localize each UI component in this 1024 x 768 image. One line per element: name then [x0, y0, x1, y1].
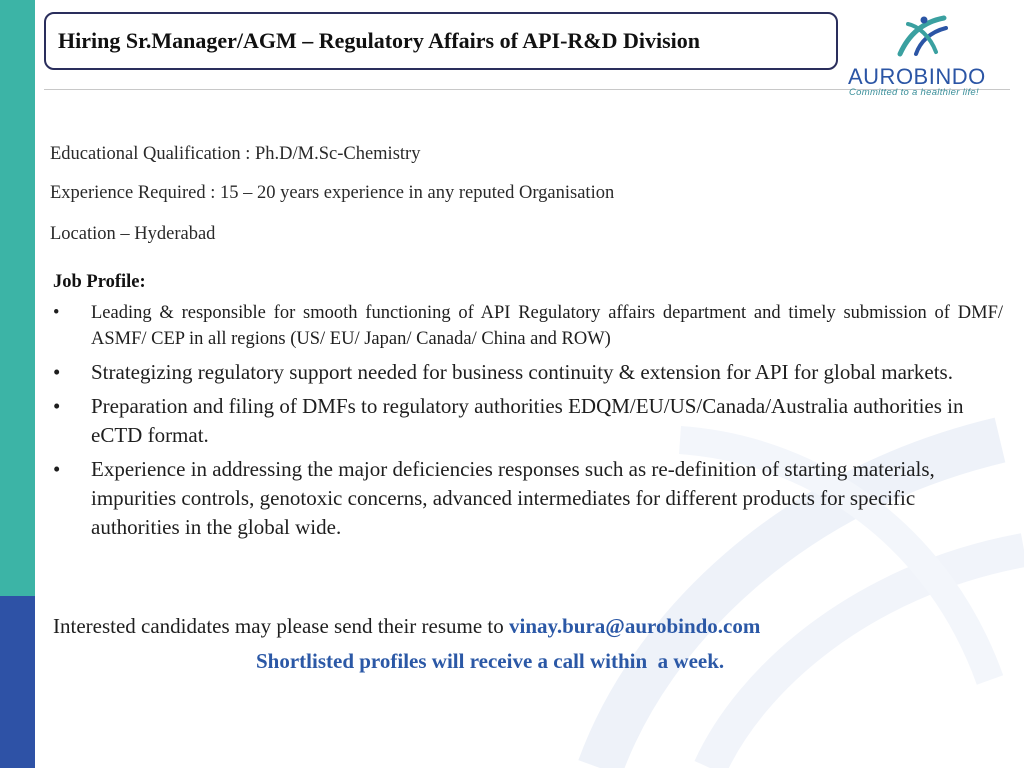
left-accent-bar-teal — [0, 0, 35, 596]
location-line: Location – Hyderabad — [50, 224, 216, 244]
contact-text: Interested candidates may please send their resume to — [53, 614, 509, 638]
list-item — [53, 392, 971, 450]
bullet-icon: • — [53, 457, 61, 481]
email-link[interactable]: vinay.bura@aurobindo.com — [509, 614, 761, 638]
experience-line: Experience Required : 15 – 20 years experience in any reputed Organisation — [50, 183, 615, 203]
list-item — [53, 358, 971, 387]
list-item-text: Experience in addressing the major deficiencies responses such as re-definition of starting materials, impurities controls, genotoxic concerns, advanced intermediates for different products for specific authorities in the global wide. — [91, 457, 935, 539]
left-accent-bar-blue — [0, 596, 35, 768]
bullet-icon: • — [53, 360, 61, 384]
logo-wordmark: AUROBINDO — [848, 64, 986, 89]
list-item-text: Leading & responsible for smooth functioning of API Regulatory affairs department and timely submission of DMF/ ASMF/ CEP in all regions (US/ EU/ Japan/ Canada/ China and ROW) — [91, 303, 1003, 349]
logo-tagline: Committed to a healthier life! — [849, 87, 979, 98]
page-title: Hiring Sr.Manager/AGM – Regulatory Affairs of API-R&D Division — [58, 28, 701, 53]
list-item — [53, 455, 971, 542]
job-profile-heading: Job Profile: — [53, 272, 146, 292]
aurobindo-logo-icon — [894, 14, 950, 58]
contact-line — [53, 614, 760, 639]
shortlist-note: Shortlisted profiles will receive a call within a week. — [256, 649, 725, 673]
company-logo — [846, 14, 1006, 98]
qualification-line: Educational Qualification : Ph.D/M.Sc-Chemistry — [50, 144, 421, 164]
list-item-text: Preparation and filing of DMFs to regulatory authorities EDQM/EU/US/Canada/Australia authorities in eCTD format. — [91, 394, 964, 447]
list-item — [53, 300, 1003, 352]
bullet-icon: • — [53, 303, 60, 323]
job-profile-list — [53, 300, 1003, 547]
page-title-box — [44, 12, 838, 70]
list-item-text: Strategizing regulatory support needed for business continuity & extension for API for global markets. — [91, 360, 953, 384]
bullet-icon: • — [53, 394, 61, 418]
